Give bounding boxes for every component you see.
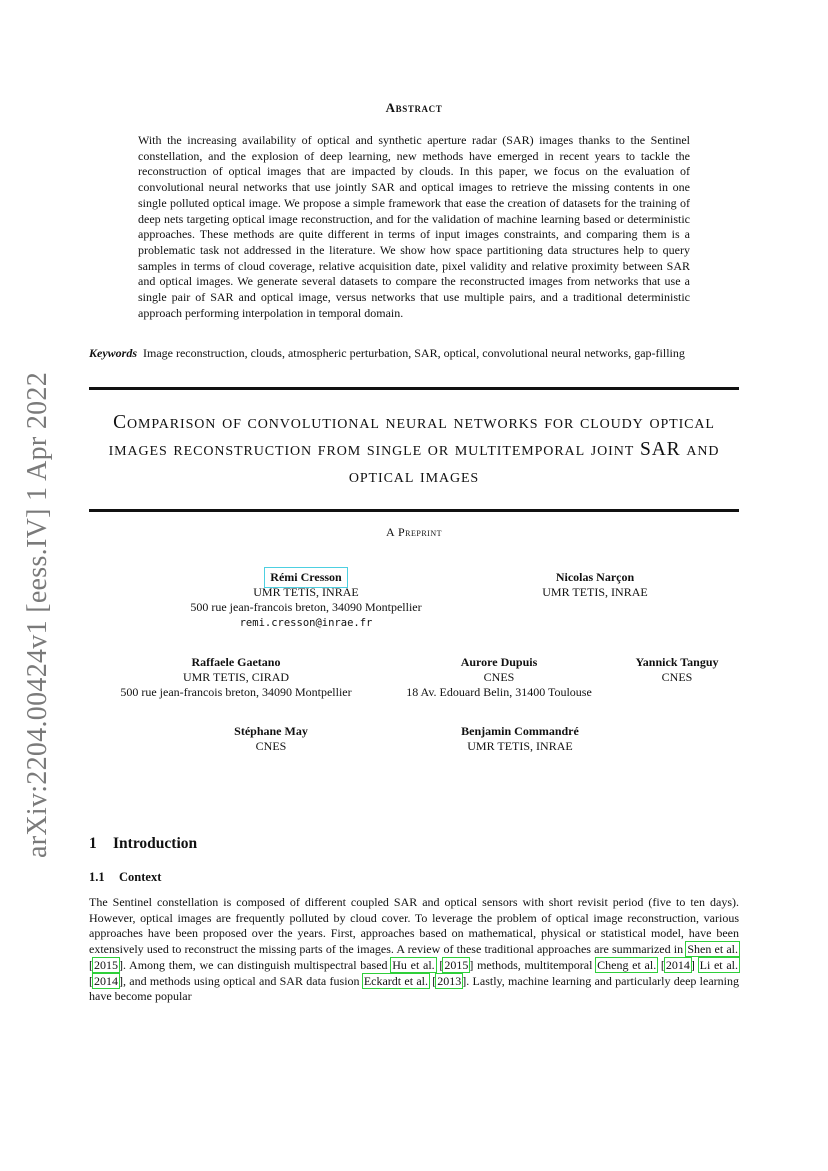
citation-year-link[interactable]: 2015 [94,957,118,972]
keywords-text: Image reconstruction, clouds, atmospheric perturbation, SAR, optical, convolutional neural networks, gap-filling [143,346,685,360]
author-affiliation: UMR TETIS, INRAE [542,585,648,600]
citation-link[interactable]: Eckardt et al. [363,973,428,988]
citation-link[interactable]: Cheng et al. [597,957,657,972]
author-block [440,724,600,754]
author-name: Nicolas Narçon [555,570,635,584]
author-name: Aurore Dupuis [460,655,538,669]
arxiv-stamp-text: arXiv:2204.00424v1 [eess.IV] 1 Apr 2022 [22,371,54,859]
keywords-label: Keywords [89,346,137,360]
author-name: Stéphane May [234,724,308,738]
author-address: 18 Av. Edouard Belin, 31400 Toulouse [406,685,592,700]
intro-text: The Sentinel constellation is composed of different coupled SAR and optical sensors with short revisit period (five to ten days). However, optical images are frequently polluted by cloud cover. To leverage the problem of optical image reconstruction, various approaches have been proposed over the years. First, approaches based on mathematical, physical or statistical model, have been extensively used to reconstruct the missing parts of the images. A review of these traditional approaches are summarized in [89,895,739,957]
author-affiliation: UMR TETIS, INRAE [253,585,359,600]
arxiv-stamp [16,370,60,860]
author-affiliation: UMR TETIS, CIRAD [182,670,290,685]
author-affiliation: CNES [255,739,287,754]
intro-text: . Among them, we can distinguish multispectral based [123,957,392,972]
citation-year-link[interactable]: 2014 [665,957,690,972]
section-number: 1 [89,835,97,852]
author-name-link[interactable]: Rémi Cresson [267,570,344,585]
author-address: 500 rue jean-francois breton, 34090 Montpellier [120,685,352,700]
author-name: Yannick Tanguy [635,655,719,669]
section-title: Introduction [113,835,198,852]
title-rule-top [89,387,739,390]
abstract-text: With the increasing availability of optical and synthetic aperture radar (SAR) images thanks to the Sentinel constellation, and the explosion of deep learning, new methods have emerged in recent years to tackle the reconstruction of optical images that are impacted by clouds. In this paper, we focus on the evaluation of convolutional neural networks that use jointly SAR and optical images to retrieve the missing contents in one single polluted optical image. We propose a simple framework that ease the creation of datasets for the training of deep nets targeting optical image reconstruction, and for the validation of machine learning based or deterministic approaches. These methods are quite different in terms of input images constraints, and comparing them is a problematic task not addressed in the literature. We show how space partitioning data structures help to query samples in terms of cloud coverage, relative acquisition date, pixel validity and relative proximity between SAR and optical images. We generate several datasets to compare the reconstructed images from networks that use a single pair of SAR and optical image, versus networks that use multiple pairs, and a traditional deterministic approach performing interpolation in temporal domain. [138,133,690,320]
author-affiliation: CNES [483,670,515,685]
author-name: Benjamin Commandré [461,724,579,738]
intro-text: methods, multitemporal [473,957,597,972]
author-block [170,570,442,631]
citation-year-link[interactable]: 2013 [437,973,462,988]
intro-text: , and methods using optical and SAR data fusion [123,973,363,988]
intro-paragraph: The Sentinel constellation is composed of different coupled SAR and optical sensors with short revisit period (five to ten days). However, optical images are frequently polluted by cloud cover. To leverage the problem of optical image reconstruction, various approaches have been proposed over the years. First, approaches based on mathematical, physical or statistical model, have been extensively used to reconstruct the missing parts of the images. A review of these traditional approaches are summarized in Shen et al. [2015]. Among them, we can distinguish multispectral based Hu et al. [2015] methods, multitemporal Cheng et al. [2014] Li et al. [2014], and methods using optical and SAR data fusion Eckardt et al. [2013]. Lastly, machine learning and particularly deep learning have become popular [89,895,740,1004]
subsection-heading [89,870,161,885]
author-block [510,570,680,600]
citation-link[interactable]: Hu et al. [392,957,435,972]
author-block [618,655,736,685]
abstract-heading: Abstract [385,100,443,115]
author-email: remi.cresson@inrae.fr [239,616,373,629]
section-heading [89,835,197,853]
citation-year-link[interactable]: 2015 [444,957,469,972]
author-block [200,724,342,754]
citation-link[interactable]: Shen et al. [687,942,738,957]
keywords [89,346,739,362]
intro-text: . Lastly, machine learning and particularly deep learning have become popular [89,973,740,1004]
preprint-label: A Preprint [385,525,442,539]
citation-link[interactable]: Li et al. [699,957,739,972]
subsection-number: 1.1 [89,870,105,884]
author-name: Raffaele Gaetano [191,655,281,669]
citation-year-link[interactable]: 2014 [94,973,118,988]
paper-title: Comparison of convolutional neural networks for cloudy optical images reconstruction from single or multitemporal joint SAR and optical images [108,412,720,487]
author-block [385,655,613,701]
subsection-title: Context [119,870,162,884]
author-address: 500 rue jean-francois breton, 34090 Montpellier [190,600,422,615]
author-block [98,655,374,701]
title-rule-bottom [89,509,739,512]
author-affiliation: UMR TETIS, INRAE [467,739,573,754]
author-affiliation: CNES [661,670,693,685]
